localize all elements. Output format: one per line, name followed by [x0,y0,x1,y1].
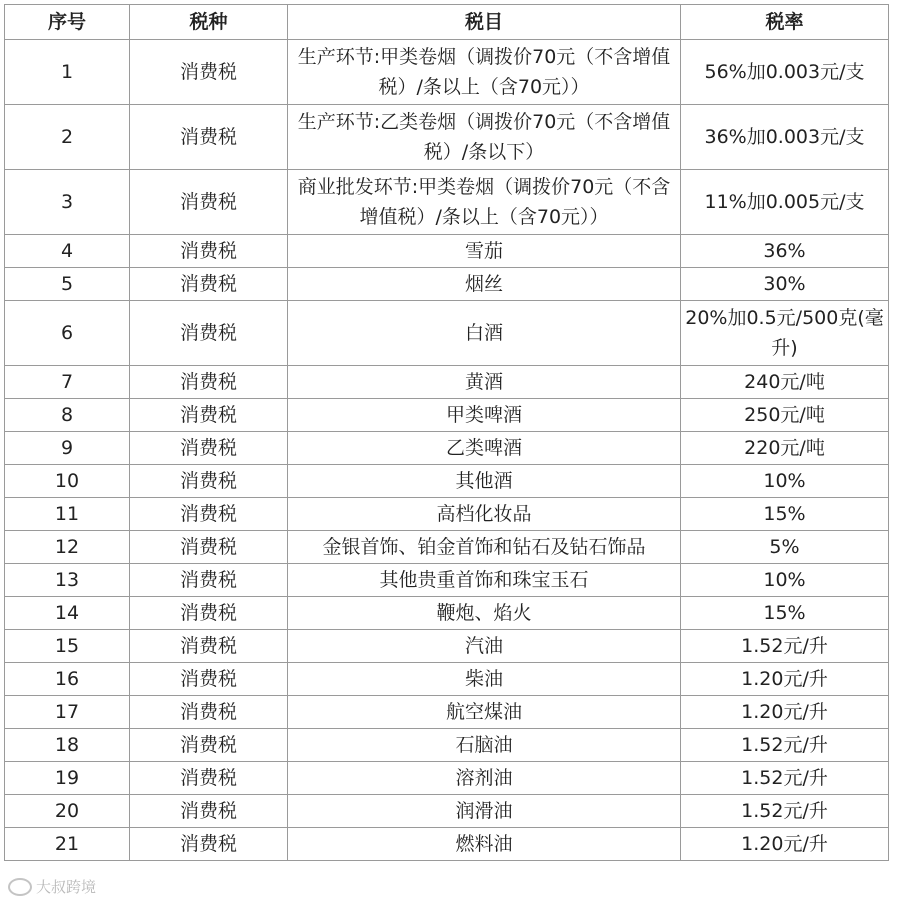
cell-tax-type: 消费税 [130,105,288,170]
watermark-logo-icon [8,878,32,896]
cell-tax-type: 消费税 [130,170,288,235]
cell-tax-rate: 1.20元/升 [681,828,889,861]
cell-tax-item: 高档化妆品 [288,498,681,531]
cell-no: 21 [5,828,130,861]
cell-tax-rate: 1.52元/升 [681,795,889,828]
cell-tax-item: 生产环节:甲类卷烟（调拨价70元（不含增值税）/条以上（含70元）） [288,40,681,105]
table-row [5,630,889,663]
cell-no: 19 [5,762,130,795]
cell-tax-item: 柴油 [288,663,681,696]
cell-tax-type: 消费税 [130,795,288,828]
header-tax-item: 税目 [288,5,681,40]
cell-tax-type: 消费税 [130,696,288,729]
table-row [5,564,889,597]
cell-tax-type: 消费税 [130,432,288,465]
cell-tax-rate: 56%加0.003元/支 [681,40,889,105]
cell-no: 20 [5,795,130,828]
cell-tax-rate: 250元/吨 [681,399,889,432]
cell-tax-type: 消费税 [130,663,288,696]
cell-tax-item: 其他贵重首饰和珠宝玉石 [288,564,681,597]
table-row [5,170,889,235]
cell-no: 6 [5,301,130,366]
cell-no: 17 [5,696,130,729]
table-body [5,40,889,861]
cell-no: 3 [5,170,130,235]
cell-no: 1 [5,40,130,105]
cell-tax-rate: 11%加0.005元/支 [681,170,889,235]
cell-tax-rate: 240元/吨 [681,366,889,399]
watermark-text: 大叔跨境 [36,878,97,896]
cell-tax-type: 消费税 [130,498,288,531]
table-row [5,301,889,366]
table-row [5,828,889,861]
table-header-row [5,5,889,40]
cell-no: 13 [5,564,130,597]
cell-tax-item: 雪茄 [288,235,681,268]
cell-tax-rate: 220元/吨 [681,432,889,465]
cell-no: 7 [5,366,130,399]
cell-tax-type: 消费税 [130,729,288,762]
cell-tax-item: 航空煤油 [288,696,681,729]
header-tax-type: 税种 [130,5,288,40]
cell-tax-item: 石脑油 [288,729,681,762]
table-row [5,729,889,762]
table-row [5,795,889,828]
cell-tax-item: 其他酒 [288,465,681,498]
cell-tax-item: 白酒 [288,301,681,366]
cell-no: 16 [5,663,130,696]
cell-tax-type: 消费税 [130,762,288,795]
cell-no: 12 [5,531,130,564]
table-row [5,399,889,432]
cell-tax-rate: 10% [681,564,889,597]
watermark [8,876,96,897]
cell-tax-type: 消费税 [130,465,288,498]
cell-tax-type: 消费税 [130,564,288,597]
cell-no: 9 [5,432,130,465]
cell-no: 5 [5,268,130,301]
cell-tax-item: 润滑油 [288,795,681,828]
cell-no: 14 [5,597,130,630]
cell-tax-rate: 30% [681,268,889,301]
cell-tax-item: 乙类啤酒 [288,432,681,465]
table-row [5,597,889,630]
cell-tax-item: 商业批发环节:甲类卷烟（调拨价70元（不含增值税）/条以上（含70元）） [288,170,681,235]
table-row [5,663,889,696]
cell-tax-rate: 1.52元/升 [681,762,889,795]
cell-tax-rate: 15% [681,498,889,531]
cell-tax-rate: 20%加0.5元/500克(毫升) [681,301,889,366]
cell-tax-item: 溶剂油 [288,762,681,795]
cell-tax-item: 生产环节:乙类卷烟（调拨价70元（不含增值税）/条以下） [288,105,681,170]
table-row [5,465,889,498]
table-row [5,268,889,301]
cell-tax-rate: 1.20元/升 [681,663,889,696]
cell-tax-type: 消费税 [130,828,288,861]
table-row [5,40,889,105]
cell-tax-rate: 36% [681,235,889,268]
cell-tax-rate: 10% [681,465,889,498]
cell-tax-type: 消费税 [130,531,288,564]
cell-tax-type: 消费税 [130,301,288,366]
cell-tax-type: 消费税 [130,366,288,399]
cell-tax-item: 黄酒 [288,366,681,399]
cell-tax-type: 消费税 [130,268,288,301]
table-row [5,235,889,268]
table-row [5,105,889,170]
cell-no: 4 [5,235,130,268]
cell-no: 10 [5,465,130,498]
header-no: 序号 [5,5,130,40]
cell-tax-item: 燃料油 [288,828,681,861]
cell-no: 8 [5,399,130,432]
cell-no: 15 [5,630,130,663]
cell-tax-type: 消费税 [130,630,288,663]
cell-tax-type: 消费税 [130,235,288,268]
cell-tax-type: 消费税 [130,40,288,105]
cell-tax-item: 甲类啤酒 [288,399,681,432]
tax-rate-table [4,4,889,861]
cell-tax-rate: 36%加0.003元/支 [681,105,889,170]
table-row [5,366,889,399]
cell-tax-rate: 1.20元/升 [681,696,889,729]
cell-tax-rate: 15% [681,597,889,630]
cell-tax-item: 烟丝 [288,268,681,301]
cell-no: 18 [5,729,130,762]
cell-tax-rate: 5% [681,531,889,564]
header-tax-rate: 税率 [681,5,889,40]
cell-tax-rate: 1.52元/升 [681,630,889,663]
cell-tax-type: 消费税 [130,399,288,432]
table-row [5,498,889,531]
cell-tax-item: 鞭炮、焰火 [288,597,681,630]
cell-tax-type: 消费税 [130,597,288,630]
cell-tax-rate: 1.52元/升 [681,729,889,762]
cell-no: 2 [5,105,130,170]
table-row [5,531,889,564]
table-row [5,696,889,729]
cell-no: 11 [5,498,130,531]
cell-tax-item: 金银首饰、铂金首饰和钻石及钻石饰品 [288,531,681,564]
cell-tax-item: 汽油 [288,630,681,663]
table-row [5,432,889,465]
table-row [5,762,889,795]
